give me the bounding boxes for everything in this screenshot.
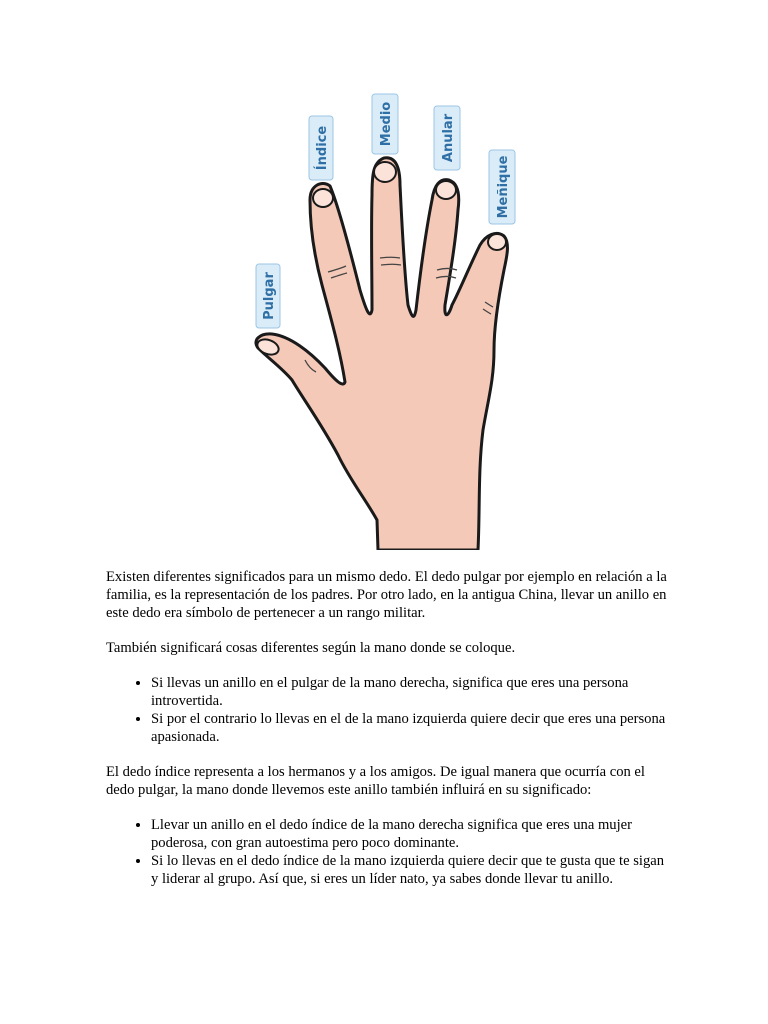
svg-text:Índice: Índice [315,125,330,171]
ring-nail [436,181,456,199]
pinky-nail [488,234,506,250]
paragraph-hand-difference: También significará cosas diferentes según la mano donde se coloque. [106,640,516,656]
index-nail [313,189,333,207]
label-ring [434,106,460,170]
document-body [106,568,671,905]
svg-text:Pulgar: Pulgar [262,272,277,320]
label-index [309,116,333,180]
list-item: • Si llevas un anillo en el pulgar de la mano derecha, significa que eres una persona introvertida. [151,674,671,710]
hand-shape [256,158,508,550]
list-item: • Llevar un anillo en el dedo índice de la mano derecha significa que eres una mujer poderosa, con gran autoestima pero poco dominante. [151,816,671,852]
list-item: • Si por el contrario lo llevas en el de la mano izquierda quiere decir que eres una persona apasionada. [151,710,671,746]
hand-illustration [240,88,530,550]
list-item: • Si lo llevas en el dedo índice de la mano izquierda quiere decir que te gusta que te sigan y liderar al grupo. Así que, si eres un líder nato, ya sabes donde llevar tu anillo. [151,852,671,888]
label-middle [372,94,398,154]
svg-text:Medio: Medio [379,101,394,147]
svg-text:Meñique: Meñique [496,155,511,219]
paragraph-thumb-meaning: Existen diferentes significados para un mismo dedo. El dedo pulgar por ejemplo en relación a la familia, es la representación de los padres. Por otro lado, en la antigua China, llevar un anillo en este dedo era símbolo de pertenecer a un rango militar. [106,569,667,621]
label-pinky [489,150,515,224]
svg-text:Anular: Anular [441,113,456,163]
thumb-ring-list [106,674,671,746]
label-thumb [256,264,280,328]
index-ring-list [106,816,671,888]
middle-nail [374,162,396,182]
paragraph-index-meaning: El dedo índice representa a los hermanos y a los amigos. De igual manera que ocurría con el dedo pulgar, la mano donde llevemos este anillo también influirá en su significado: [106,764,645,798]
